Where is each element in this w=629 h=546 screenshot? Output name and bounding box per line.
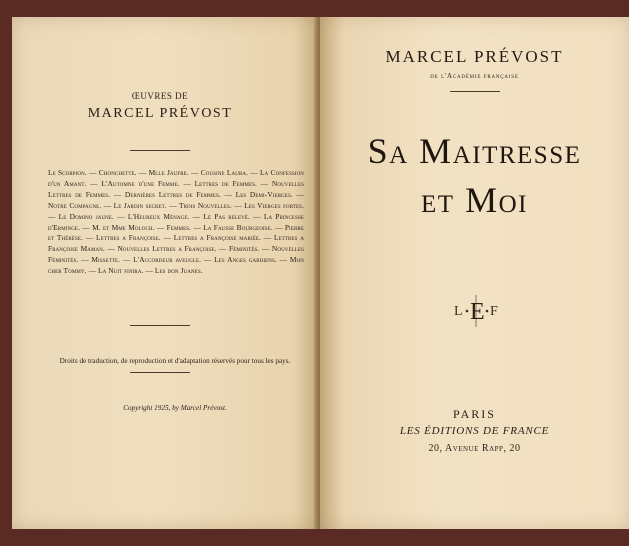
divider-rule [130, 150, 190, 151]
svg-text:F: F [490, 304, 498, 319]
rights-notice: Droits de traduction, de reproduction et d'adaptation réservés pour tous les pays. [59, 357, 291, 365]
svg-text:L: L [454, 304, 463, 319]
divider-rule [130, 325, 190, 326]
divider-rule [130, 372, 190, 373]
publisher-emblem-icon [446, 289, 506, 329]
right-author-name: MARCEL PRÉVOST [385, 47, 564, 66]
city: PARIS [453, 407, 496, 421]
academie-line: de l'Académie française [430, 72, 519, 80]
left-page [12, 17, 318, 529]
divider-rule [450, 91, 500, 92]
oeuvres-label: ŒUVRES DE [131, 91, 189, 101]
svg-text:E: E [470, 299, 485, 325]
title-line-2: et Moi [421, 180, 528, 220]
copyright-notice: Copyright 1925, by Marcel Prévost. [123, 404, 227, 412]
title-line-1: Sa Maitresse [367, 131, 582, 171]
works-list: Le Scorpion. — Chonchette. — Mlle Jaufre. — Cousine Laura. — La Confession d'un Amant. — L'Automne d'une Femme. — Lettres de Femmes. — Nouvelles Lettres de Femmes. — Dernières Lettres de Femmes. — Les Demi-Vierges. — Notre Compagne. — Le Jardin secret. — Trois Nouvelles. — Les Vierges fortes. — Le Domino jaune. — L'Heureux Ménage. — Le Pas relevé. — La Princesse d'Erminge. — M. et Mme Moloch. — Femmes. — La Fausse Bourgeoise. — Pierre et Thérèse. — Lettres a Françoise. — Lettres a Françoise mariée. — Lettres a Françoise Maman. — Nouvelles Lettres a Françoise. — Féminités. — Nouvelles Féminités. — Missette. — L'Accordeur aveugle. — Les Anges gardiens. — Mon cher Tommy. — La Nuit finira. — Les don Juanes. [48, 168, 304, 276]
publisher-address: 20, Avenue Rapp, 20 [428, 443, 521, 454]
right-page [320, 17, 629, 529]
publisher-name: LES ÉDITIONS DE FRANCE [399, 425, 550, 437]
left-author-name: MARCEL PRÉVOST [87, 106, 233, 121]
